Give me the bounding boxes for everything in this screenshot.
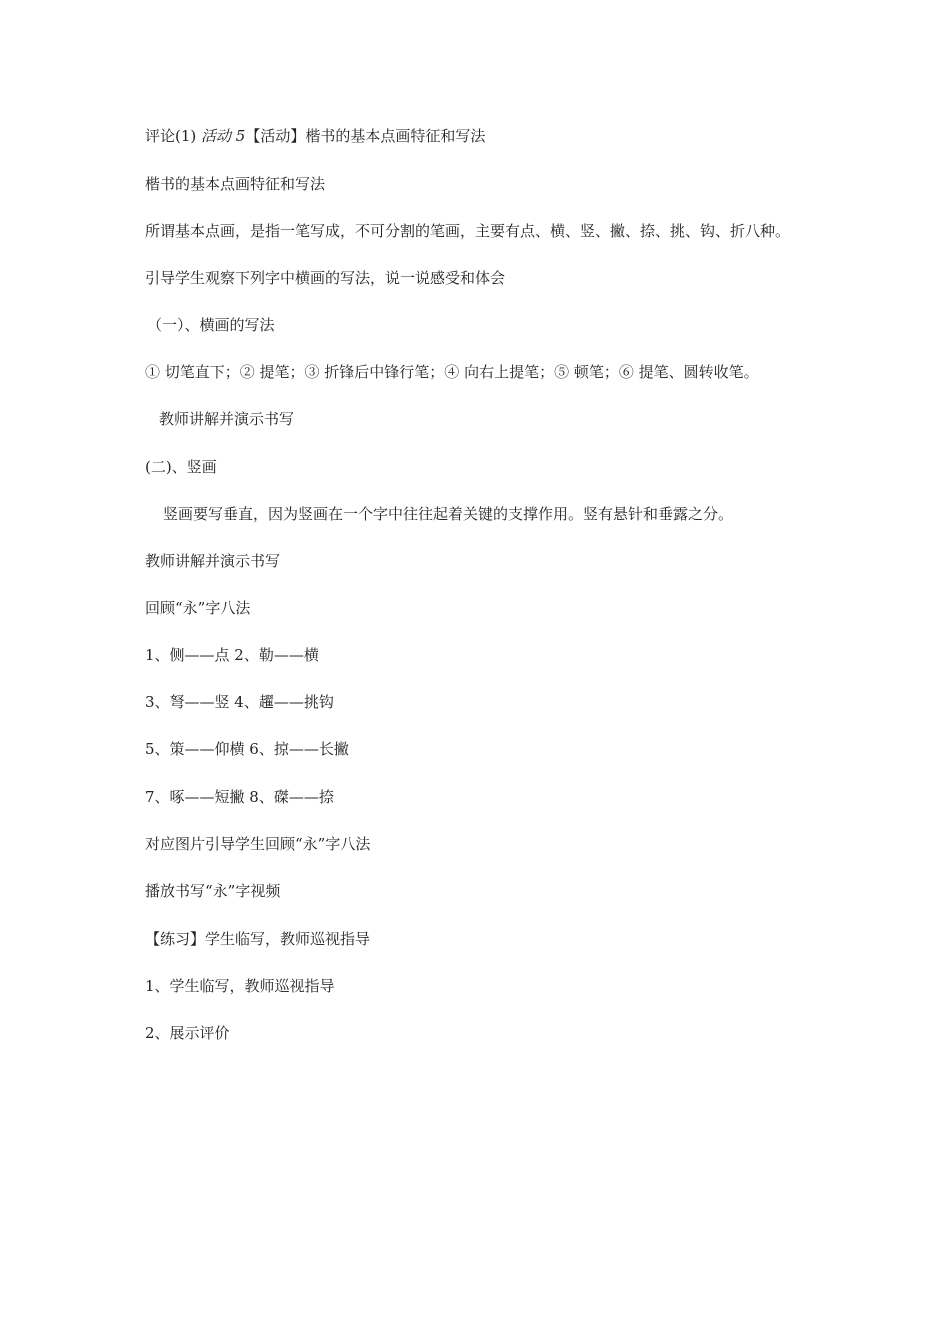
paragraph-teacher-demo-2: 教师讲解并演示书写 [145, 552, 281, 570]
list-item: 3、弩——竖 4、趯——挑钩 [145, 693, 334, 711]
list-item: 1、侧——点 2、勒——横 [145, 646, 319, 664]
paragraph-guide: 引导学生观察下列字中横画的写法，说一说感受和体会 [145, 269, 506, 287]
subsection-vertical: (二)、竖画 [145, 458, 217, 476]
activity-title: 【活动】楷书的基本点画特征和写法 [245, 127, 486, 145]
section-title: 楷书的基本点画特征和写法 [145, 175, 326, 193]
paragraph-review: 回顾“永”字八法 [145, 599, 251, 617]
comment-count: 评论(1) [145, 127, 202, 145]
list-item: 7、啄——短撇 8、磔——捺 [145, 788, 334, 806]
heading-line [145, 126, 485, 146]
paragraph-teacher-demo-1: 教师讲解并演示书写 [159, 410, 295, 428]
paragraph-video: 播放书写“永”字视频 [145, 882, 281, 900]
list-item: 2、展示评价 [145, 1024, 230, 1042]
subsection-horizontal: （一）、横画的写法 [147, 316, 275, 334]
paragraph-vertical: 竖画要写垂直，因为竖画在一个字中往往起着关键的支撑作用。竖有悬针和垂露之分。 [163, 505, 734, 523]
paragraph-image-review: 对应图片引导学生回顾“永”字八法 [145, 835, 371, 853]
paragraph-definition: 所谓基本点画，是指一笔写成，不可分割的笔画，主要有点、横、竖、撇、捺、挑、钩、折八种。 [145, 222, 791, 240]
paragraph-practice: 【练习】学生临写，教师巡视指导 [145, 930, 371, 948]
list-item: 5、策——仰横 6、掠——长撇 [145, 740, 349, 758]
list-item: 1、学生临写，教师巡视指导 [145, 977, 335, 995]
activity-label: 活动 5 [201, 127, 246, 145]
paragraph-steps: ① 切笔直下；② 提笔；③ 折锋后中锋行笔；④ 向右上提笔；⑤ 顿笔；⑥ 提笔、圆转收笔。 [145, 363, 759, 381]
